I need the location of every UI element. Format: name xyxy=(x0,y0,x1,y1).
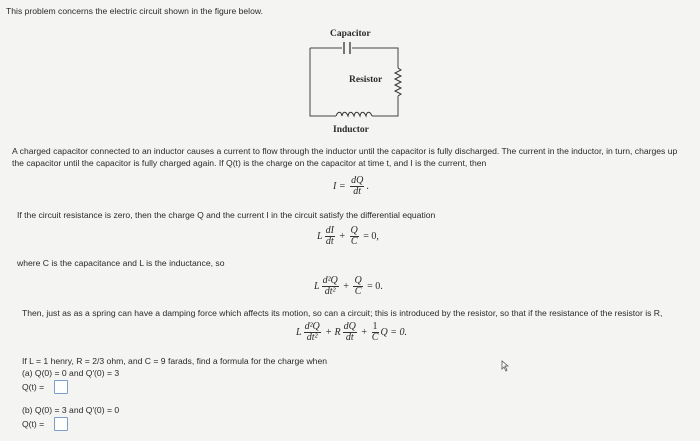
para-1-line-2: the capacitor until the capacitor is fully charged again. If Q(t) is the charge on the capacitor at time t, and I is the current, then xyxy=(12,158,487,168)
part-b-answer-label: Q(t) = xyxy=(22,419,45,429)
part-b-label: (b) Q(0) = 3 and Q′(0) = 0 xyxy=(22,405,120,415)
part-a-answer-input[interactable] xyxy=(54,380,68,394)
inductor-label: Inductor xyxy=(333,125,369,135)
part-b-answer-input[interactable] xyxy=(54,417,68,431)
given-values: If L = 1 henry, R = 2/3 ohm, and C = 9 farads, find a formula for the charge when xyxy=(22,356,328,366)
para-3: where C is the capacitance and L is the inductance, so xyxy=(17,258,225,268)
equation-damped: L $\frac{\text{d²Q}}{\text{dt²}}$ + R $\frac{dQ}{dt}$ + $\frac{1}{C}$ Q = 0. xyxy=(296,321,408,343)
equation-current: I = $\frac{dQ}{dt}$ . xyxy=(333,175,369,197)
resistor-label: Resistor xyxy=(349,75,383,85)
para-1-line-1: A charged capacitor connected to an inductor causes a current to flow through the inductor until the capacitor is fully discharged. The current in the inductor, in turn, charges up xyxy=(12,146,678,156)
para-2: If the circuit resistance is zero, then the charge Q and the current I in the circuit satisfy the differential equation xyxy=(17,210,436,220)
equation-second-order: L $\frac{\text{d²Q}}{\text{dt²}}$ + $\frac{Q}{C}$ = 0. xyxy=(314,275,383,297)
eq1-fraction: $\frac{dQ}{dt}$ xyxy=(351,175,364,197)
part-a-label: (a) Q(0) = 0 and Q′(0) = 3 xyxy=(22,368,120,378)
intro-text: This problem concerns the electric circuit shown in the figure below. xyxy=(6,6,263,16)
equation-no-resistance: L $\frac{dI}{dt}$ + $\frac{Q}{C}$ = 0, xyxy=(317,225,379,247)
para-4: Then, just as as a spring can have a damping force which affects its motion, so can a circuit; this is introduced by the resistor, so that if the resistance of the resistor is R, xyxy=(22,308,663,318)
mouse-cursor-icon xyxy=(500,360,510,372)
part-a-answer-label: Q(t) = xyxy=(22,382,45,392)
eq1-lhs: I = xyxy=(333,180,346,192)
capacitor-label: Capacitor xyxy=(330,29,371,39)
